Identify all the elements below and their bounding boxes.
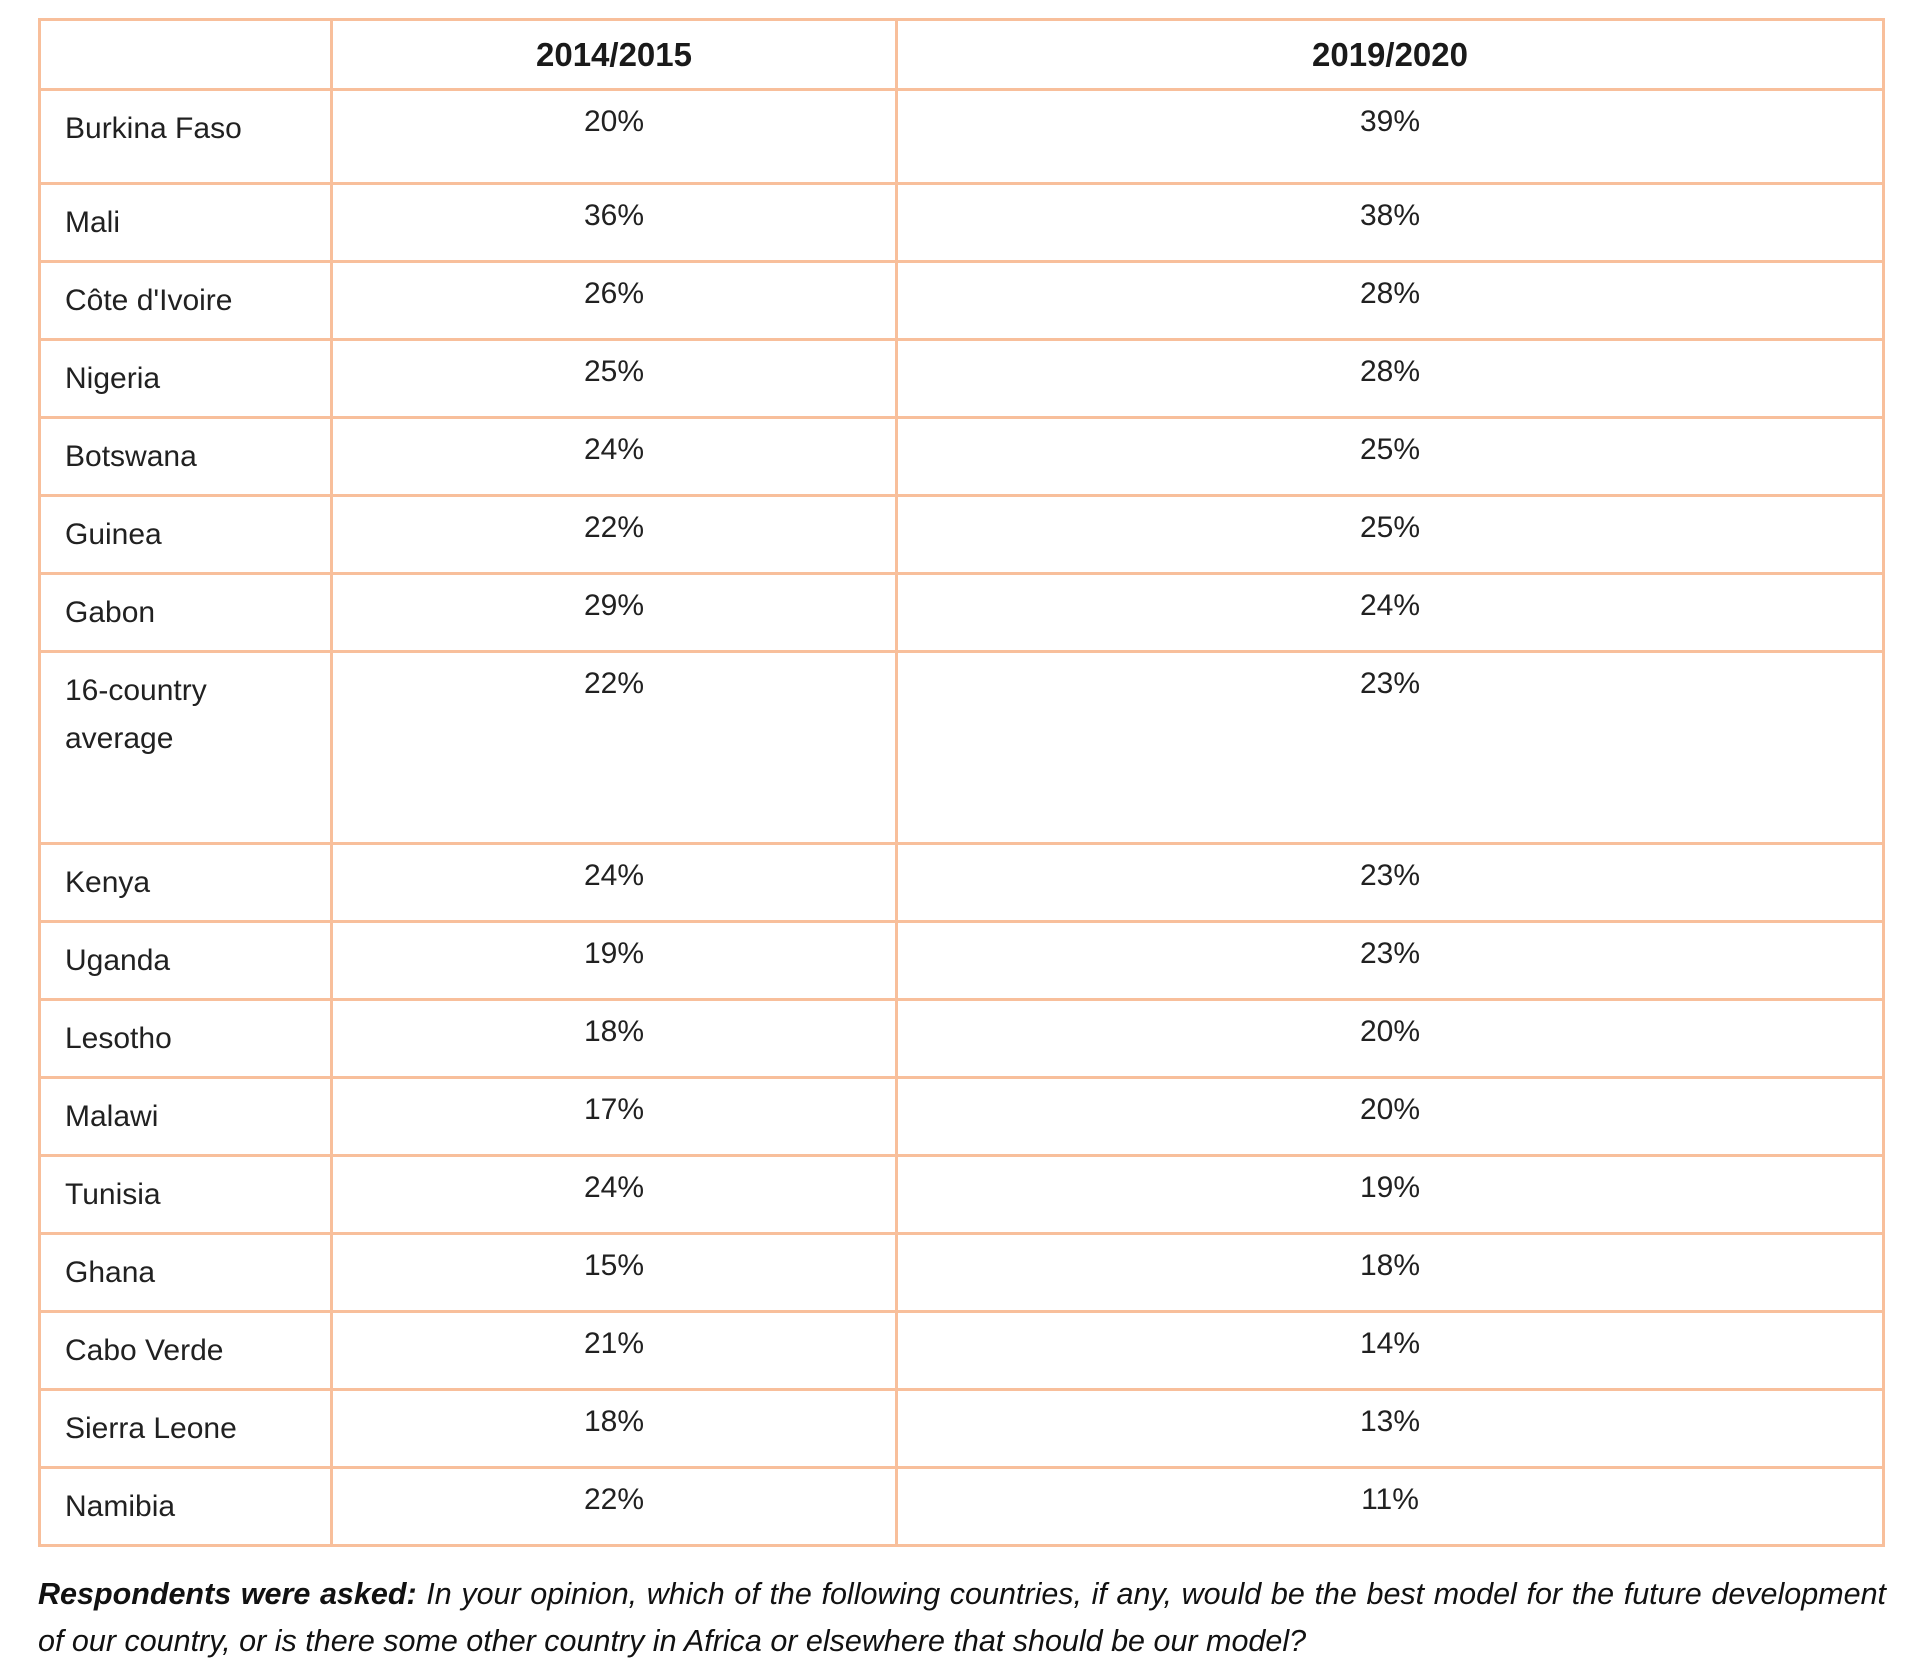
table-row [40, 1468, 1884, 1546]
value-2014-2015: 24% [332, 1156, 897, 1234]
table-row [40, 418, 1884, 496]
value-2019-2020: 39% [897, 90, 1884, 184]
table-row [40, 90, 1884, 184]
column-header-2019-2020: 2019/2020 [897, 20, 1884, 90]
value-2019-2020: 28% [897, 340, 1884, 418]
table-row [40, 1078, 1884, 1156]
note-question-text: In your opinion, which of the following countries, if any, would be the best model for the future development of our country, or is there some other country in Africa or elsewhere that should be our model? [38, 1577, 1886, 1659]
table-row [40, 922, 1884, 1000]
value-2014-2015: 22% [332, 1468, 897, 1546]
value-2014-2015: 15% [332, 1234, 897, 1312]
value-2014-2015: 20% [332, 90, 897, 184]
value-2019-2020: 28% [897, 262, 1884, 340]
table-row [40, 496, 1884, 574]
value-2019-2020: 23% [897, 922, 1884, 1000]
header-row [40, 20, 1884, 90]
country-column-header [40, 20, 332, 90]
country-cell: Uganda [40, 922, 332, 1000]
country-cell: 16-country average [40, 652, 332, 844]
table-row [40, 262, 1884, 340]
country-cell: Namibia [40, 1468, 332, 1546]
column-header-2014-2015: 2014/2015 [332, 20, 897, 90]
country-cell: Guinea [40, 496, 332, 574]
value-2014-2015: 18% [332, 1390, 897, 1468]
value-2019-2020: 14% [897, 1312, 1884, 1390]
country-cell: Burkina Faso [40, 90, 332, 184]
value-2019-2020: 25% [897, 418, 1884, 496]
value-2014-2015: 18% [332, 1000, 897, 1078]
value-2014-2015: 29% [332, 574, 897, 652]
table-row [40, 574, 1884, 652]
country-cell: Cabo Verde [40, 1312, 332, 1390]
value-2014-2015: 19% [332, 922, 897, 1000]
table-row [40, 1234, 1884, 1312]
value-2014-2015: 22% [332, 496, 897, 574]
table-row [40, 844, 1884, 922]
value-2019-2020: 13% [897, 1390, 1884, 1468]
value-2019-2020: 20% [897, 1000, 1884, 1078]
table-row [40, 1390, 1884, 1468]
country-cell: Tunisia [40, 1156, 332, 1234]
survey-question-note [38, 1571, 1886, 1666]
value-2014-2015: 17% [332, 1078, 897, 1156]
table-row [40, 1156, 1884, 1234]
value-2014-2015: 26% [332, 262, 897, 340]
value-2014-2015: 24% [332, 418, 897, 496]
table-row [40, 184, 1884, 262]
value-2019-2020: 18% [897, 1234, 1884, 1312]
value-2019-2020: 20% [897, 1078, 1884, 1156]
country-cell: Côte d'Ivoire [40, 262, 332, 340]
value-2019-2020: 11% [897, 1468, 1884, 1546]
value-2019-2020: 19% [897, 1156, 1884, 1234]
table-row-average [40, 652, 1884, 844]
value-2019-2020: 25% [897, 496, 1884, 574]
value-2014-2015: 22% [332, 652, 897, 844]
country-cell: Botswana [40, 418, 332, 496]
note-lead-in: Respondents were asked: [38, 1577, 417, 1611]
country-cell: Lesotho [40, 1000, 332, 1078]
table-row [40, 340, 1884, 418]
value-2019-2020: 23% [897, 844, 1884, 922]
table-row [40, 1000, 1884, 1078]
country-cell: Mali [40, 184, 332, 262]
value-2019-2020: 24% [897, 574, 1884, 652]
country-cell: Gabon [40, 574, 332, 652]
country-cell: Kenya [40, 844, 332, 922]
country-cell: Malawi [40, 1078, 332, 1156]
value-2019-2020: 23% [897, 652, 1884, 844]
country-cell: Ghana [40, 1234, 332, 1312]
table-row [40, 1312, 1884, 1390]
value-2014-2015: 21% [332, 1312, 897, 1390]
value-2014-2015: 36% [332, 184, 897, 262]
country-cell: Sierra Leone [40, 1390, 332, 1468]
value-2019-2020: 38% [897, 184, 1884, 262]
value-2014-2015: 24% [332, 844, 897, 922]
value-2014-2015: 25% [332, 340, 897, 418]
country-cell: Nigeria [40, 340, 332, 418]
best-model-survey-table [38, 18, 1885, 1547]
